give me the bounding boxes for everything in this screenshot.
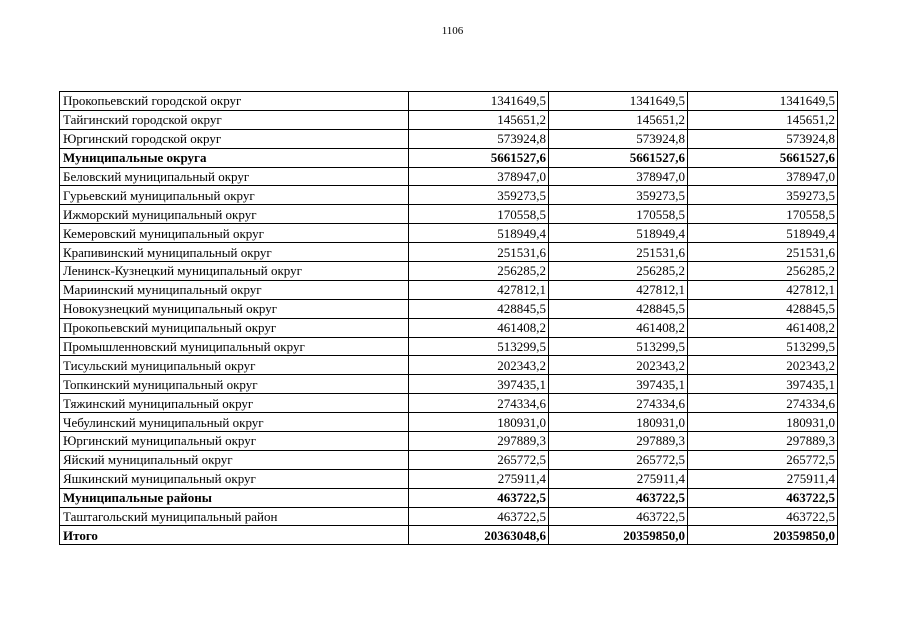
row-value-2: 251531,6 — [549, 243, 688, 262]
table-row — [60, 92, 838, 111]
row-value-2: 297889,3 — [549, 432, 688, 451]
table-row — [60, 450, 838, 469]
table-row — [60, 413, 838, 432]
row-value-3: 513299,5 — [688, 337, 838, 356]
row-label: Топкинский муниципальный округ — [60, 375, 409, 394]
table-row — [60, 243, 838, 262]
row-value-1: 463722,5 — [409, 488, 549, 507]
budget-table — [59, 91, 838, 545]
table-row — [60, 224, 838, 243]
row-value-3: 378947,0 — [688, 167, 838, 186]
table-row — [60, 110, 838, 129]
row-value-2: 265772,5 — [549, 450, 688, 469]
row-value-1: 265772,5 — [409, 450, 549, 469]
row-value-1: 463722,5 — [409, 507, 549, 526]
row-value-2: 180931,0 — [549, 413, 688, 432]
row-value-3: 1341649,5 — [688, 92, 838, 111]
row-value-2: 463722,5 — [549, 507, 688, 526]
row-value-2: 518949,4 — [549, 224, 688, 243]
row-value-1: 513299,5 — [409, 337, 549, 356]
row-value-2: 20359850,0 — [549, 526, 688, 545]
row-label: Беловский муниципальный округ — [60, 167, 409, 186]
row-value-2: 397435,1 — [549, 375, 688, 394]
table-row — [60, 469, 838, 488]
row-value-3: 20359850,0 — [688, 526, 838, 545]
page-number: 1106 — [441, 25, 464, 37]
row-value-2: 274334,6 — [549, 394, 688, 413]
row-label: Муниципальные районы — [60, 488, 409, 507]
row-value-3: 397435,1 — [688, 375, 838, 394]
row-value-1: 145651,2 — [409, 110, 549, 129]
table-row — [60, 394, 838, 413]
row-value-1: 297889,3 — [409, 432, 549, 451]
row-value-1: 256285,2 — [409, 262, 549, 281]
row-value-1: 20363048,6 — [409, 526, 549, 545]
row-value-3: 359273,5 — [688, 186, 838, 205]
row-label: Итого — [60, 526, 409, 545]
row-value-3: 518949,4 — [688, 224, 838, 243]
row-value-3: 463722,5 — [688, 507, 838, 526]
row-value-1: 359273,5 — [409, 186, 549, 205]
row-value-2: 513299,5 — [549, 337, 688, 356]
table-row — [60, 356, 838, 375]
row-label: Юргинский городской округ — [60, 129, 409, 148]
row-value-3: 256285,2 — [688, 262, 838, 281]
row-label: Тайгинский городской округ — [60, 110, 409, 129]
row-value-1: 180931,0 — [409, 413, 549, 432]
row-value-1: 202343,2 — [409, 356, 549, 375]
row-value-2: 463722,5 — [549, 488, 688, 507]
row-label: Мариинский муниципальный округ — [60, 280, 409, 299]
table-row — [60, 186, 838, 205]
row-label: Крапивинский муниципальный округ — [60, 243, 409, 262]
row-label: Прокопьевский городской округ — [60, 92, 409, 111]
table-row — [60, 262, 838, 281]
table-row — [60, 318, 838, 337]
table-row — [60, 129, 838, 148]
row-value-1: 378947,0 — [409, 167, 549, 186]
table-row — [60, 205, 838, 224]
row-label: Яшкинский муниципальный округ — [60, 469, 409, 488]
row-value-1: 275911,4 — [409, 469, 549, 488]
row-value-2: 1341649,5 — [549, 92, 688, 111]
row-label: Чебулинский муниципальный округ — [60, 413, 409, 432]
row-label: Промышленновский муниципальный округ — [60, 337, 409, 356]
row-value-2: 427812,1 — [549, 280, 688, 299]
row-value-3: 145651,2 — [688, 110, 838, 129]
row-value-1: 461408,2 — [409, 318, 549, 337]
row-value-3: 428845,5 — [688, 299, 838, 318]
table-row — [60, 280, 838, 299]
row-value-3: 180931,0 — [688, 413, 838, 432]
row-value-3: 463722,5 — [688, 488, 838, 507]
row-label: Таштагольский муниципальный район — [60, 507, 409, 526]
row-value-1: 573924,8 — [409, 129, 549, 148]
table-row — [60, 299, 838, 318]
table-row-subtotal — [60, 488, 838, 507]
row-value-2: 275911,4 — [549, 469, 688, 488]
row-value-3: 5661527,6 — [688, 148, 838, 167]
row-label: Ижморский муниципальный округ — [60, 205, 409, 224]
row-label: Муниципальные округа — [60, 148, 409, 167]
table-row — [60, 507, 838, 526]
row-label: Тяжинский муниципальный округ — [60, 394, 409, 413]
row-value-2: 145651,2 — [549, 110, 688, 129]
row-value-3: 274334,6 — [688, 394, 838, 413]
row-value-1: 518949,4 — [409, 224, 549, 243]
row-value-3: 251531,6 — [688, 243, 838, 262]
row-label: Прокопьевский муниципальный округ — [60, 318, 409, 337]
row-label: Ленинск-Кузнецкий муниципальный округ — [60, 262, 409, 281]
row-value-1: 274334,6 — [409, 394, 549, 413]
table-row — [60, 432, 838, 451]
row-value-1: 5661527,6 — [409, 148, 549, 167]
row-value-3: 461408,2 — [688, 318, 838, 337]
row-value-3: 265772,5 — [688, 450, 838, 469]
table-row — [60, 167, 838, 186]
row-value-2: 170558,5 — [549, 205, 688, 224]
row-value-1: 1341649,5 — [409, 92, 549, 111]
row-value-3: 275911,4 — [688, 469, 838, 488]
row-label: Яйский муниципальный округ — [60, 450, 409, 469]
row-value-1: 251531,6 — [409, 243, 549, 262]
row-label: Тисульский муниципальный округ — [60, 356, 409, 375]
row-value-2: 378947,0 — [549, 167, 688, 186]
row-value-2: 428845,5 — [549, 299, 688, 318]
table-row-subtotal — [60, 148, 838, 167]
row-value-1: 397435,1 — [409, 375, 549, 394]
row-value-3: 170558,5 — [688, 205, 838, 224]
table-body — [60, 92, 838, 545]
row-value-3: 427812,1 — [688, 280, 838, 299]
row-value-3: 202343,2 — [688, 356, 838, 375]
row-label: Кемеровский муниципальный округ — [60, 224, 409, 243]
row-value-1: 427812,1 — [409, 280, 549, 299]
row-value-2: 202343,2 — [549, 356, 688, 375]
table-row — [60, 375, 838, 394]
row-value-3: 573924,8 — [688, 129, 838, 148]
row-label: Гурьевский муниципальный округ — [60, 186, 409, 205]
row-value-1: 428845,5 — [409, 299, 549, 318]
row-label: Новокузнецкий муниципальный округ — [60, 299, 409, 318]
row-label: Юргинский муниципальный округ — [60, 432, 409, 451]
row-value-2: 573924,8 — [549, 129, 688, 148]
row-value-2: 461408,2 — [549, 318, 688, 337]
table-row-subtotal — [60, 526, 838, 545]
row-value-3: 297889,3 — [688, 432, 838, 451]
row-value-1: 170558,5 — [409, 205, 549, 224]
row-value-2: 359273,5 — [549, 186, 688, 205]
table-row — [60, 337, 838, 356]
row-value-2: 5661527,6 — [549, 148, 688, 167]
row-value-2: 256285,2 — [549, 262, 688, 281]
